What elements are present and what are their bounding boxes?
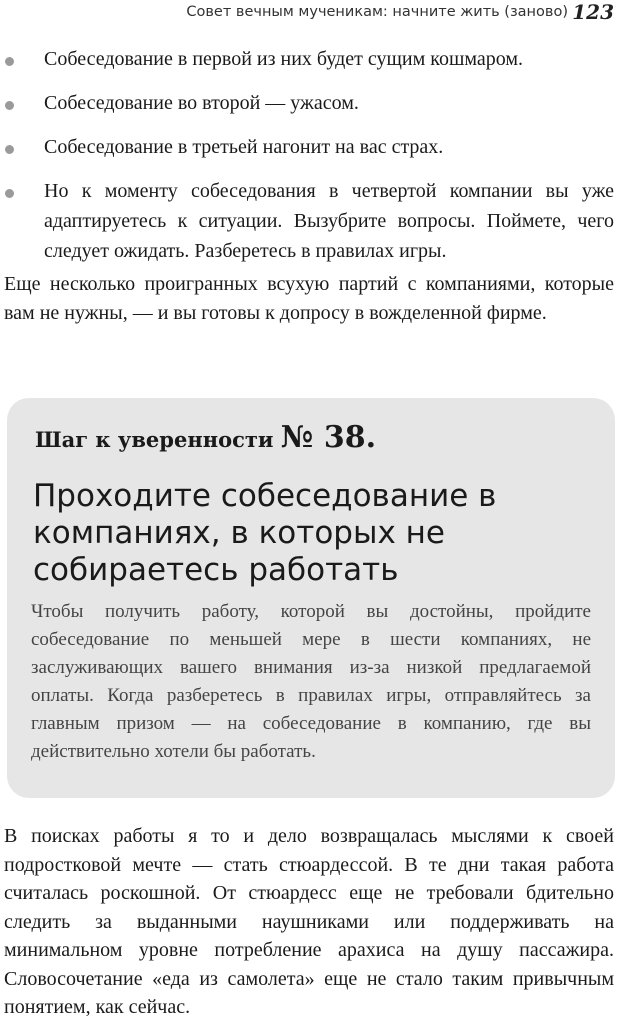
body-paragraph: Еще несколько проигранных всухую партий с компаниями, которые вам не нужны, — и вы готовы к допросу в вожделенной фирме. xyxy=(4,273,614,324)
bullet-icon xyxy=(5,189,14,198)
list-item-text: Собеседование в первой из них будет сущим кошмаром. xyxy=(44,48,524,70)
step-label-text: Шаг к уверенности xyxy=(35,427,274,452)
list-item-text: Собеседование в третьей нагонит на вас страх. xyxy=(44,136,444,158)
tip-callout-box xyxy=(7,398,615,798)
bullet-icon xyxy=(5,101,14,110)
page-number: 123 xyxy=(572,0,614,24)
list-item xyxy=(0,132,620,162)
running-title: Совет вечным мученикам: начните жить (заново) xyxy=(186,4,568,20)
body-paragraph: В поисках работы я то и дело возвращалась мыслями к своей подростковой мечте — стать стюардессой. В те дни такая работа считалась роскошной. От стюардесс еще не требовали бдительно следить за выданными наушниками или поддерживать на минимальном уровне потребление арахиса на душу пассажира. Словосочетание «еда из самолета» еще не стало таким привычным понятием, как сейчас. xyxy=(4,825,614,1018)
callout-heading: Проходите собеседование в компаниях, в которых не собираетесь работать xyxy=(33,478,497,588)
list-item xyxy=(0,176,620,266)
step-number: № 38. xyxy=(280,420,377,455)
running-header xyxy=(0,0,620,36)
bullet-list xyxy=(0,44,620,280)
step-label xyxy=(35,420,376,455)
bullet-icon xyxy=(5,57,14,66)
list-item xyxy=(0,88,620,118)
bullet-icon xyxy=(5,145,14,154)
callout-body: Чтобы получить работу, которой вы достойны, пройдите собеседование по меньшей мере в шести компаниях, не заслуживающих вашего внимания из-за низкой предлагаемой оплаты. Когда разберетесь в правилах игры, отправляйтесь за главным призом — на собеседование в компанию, где вы действительно хотели бы работать. xyxy=(31,601,591,762)
list-item xyxy=(0,44,620,74)
list-item-text: Собеседование во второй — ужасом. xyxy=(44,92,359,114)
list-item-text: Но к моменту собеседования в четвертой компании вы уже адаптируетесь к ситуации. Вызубрите вопросы. Поймете, чего следует ожидать. Разберетесь в правилах игры. xyxy=(44,180,614,262)
